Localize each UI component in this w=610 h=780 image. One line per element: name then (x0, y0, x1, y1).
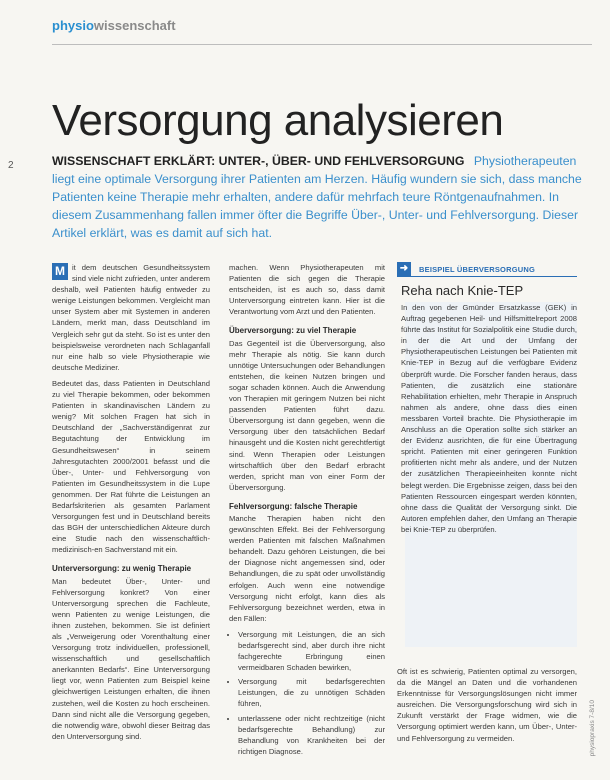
example-box (397, 262, 577, 652)
column-1-paragraph-3: Man bedeutet Über-, Unter- und Fehlversorgung konkret? Von einer Unterversorgung sprechen die Fachleute, wenn Patienten zu wenige Leistungen, die ihnen zustehen, bekommen. Sie ist definiert als „Verweigerung oder Vorenthaltung einer Versorgung trotz individuellen, professionell, wissenschaftlich und gesellschaftlich anerkannten Bedarfs“. Eine Unterversorgung liegt vor, wenn Patienten zum Beispiel keine gleichwertigen Leistungen erhalten, die ihnen zustehen, weil die Kosten zu hoch erscheinen. Dann sind nicht alle die Versorgung gegeben, die notwendig wäre, obwohl dieser Beitrag das den Unterversorgung sind. (52, 576, 210, 741)
col1-p1-text: it dem deutschen Gesundheitssystem sind viele nicht zufrieden, unter anderem deshalb, weil Patienten häufig entweder zu wenige Leistungen bekommen. Vergleicht man unser System aber mit Systemen in anderen Ländern, merkt man, dass Deutschland im Vergleich sehr gut da steht. So ist es unter den beispielsweise verordneten nach Schlaganfall nur eine halb so viele Physiotherapie wie deutsche Mediziner. (52, 263, 210, 372)
section-label-prefix: physio (52, 18, 94, 33)
dropcap: M (52, 263, 68, 280)
box-kicker: BEISPIEL ÜBERVERSORGUNG (419, 264, 536, 274)
article-title: Versorgung analysieren (52, 96, 504, 145)
page-marker: 2 (8, 160, 14, 171)
subheading-fehlversorgung: Fehlversorgung: falsche Therapie (229, 501, 358, 511)
box-header (397, 262, 577, 277)
column-2-paragraph-2: Das Gegenteil ist die Überversorgung, also mehr Therapie als nötig. Sie kann durch unnötige Untersuchungen oder Behandlungen entstehen, die keinen Nutzen bringen und sogar schaden können. Auch die Anwendung von Therapien mit geringem Nutzen bei nicht passenden Patienten führt dazu. Überversorgung ist dann gegeben, wenn die Versorgung über den tatsächlichen Bedarf hinausgeht und die Kosten nicht gerechtfertigt sind. Wenn Therapien oder Leistungen wirtschaftlich über den Bedarf erbracht werden, spricht man von einer Form der Überversorgung. (229, 338, 385, 492)
column-3-paragraph-1: Oft ist es schwierig, Patienten optimal zu versorgen, da die Mängel an Daten und die vorhandenen Erkenntnisse für Versorgungslösungen nicht immer ausreichen. Die Versorgungsforschung wird sich in Zukunft verstärkt der Frage widmen, wie die Versorgung optimiert werden kann, um Über-, Unter- und Fehlversorgung zu vermeiden. (397, 667, 577, 743)
column-1-paragraph-2: Bedeutet das, dass Patienten in Deutschland zu viel Therapie bekommen, oder bekommen Patienten in skandinavischen Ländern zu wenig? Mit solchen Fragen hat sich in Deutschland der „Sachverständigenrat zur Begutachtung der Entwicklung im Gesundheitswesen“ in seinem Jahresgutachten 2000/2001 befasst und die Über-, Unter- und Fehlversorgung von Patienten im Gesundheitssystem in die Lupe genommen. Der Rat führte die Leistungen an Bedarfskriterien als gesamten Parlament Versorgungen fest und in Deutschland bereits das BGH der unterschiedlichen Akteure durch eine Studie nach den wissenschaftlich-medizinisch-en Sachverstand mit ein. (52, 378, 210, 555)
column-1 (52, 262, 210, 747)
header-rule (52, 44, 592, 45)
column-1-paragraph-1 (52, 262, 210, 373)
section-label-suffix: wissenschaft (93, 18, 176, 33)
list-item: • unterlassene oder nicht rechtzeitige (nicht bedarfsgerechte Behandlung) zur Behandlung von Krankheiten bei der richtigen Diagnose. (238, 713, 385, 757)
lead-text: Physiotherapeuten liegt eine optimale Versorgung ihrer Patienten am Herzen. Häufig wundern sie sich, dass manche Patienten keine Therapie mehr erhalten, andere dafür mehrfach teure Röntgenaufnahmen. In diesem Zusammenhang fallen immer öfter die Begriffe Über-, Unter- und Fehlversorgung. Dieser Artikel erklärt, was es damit auf sich hat. (52, 154, 582, 240)
column-2-paragraph-3: Manche Therapien haben nicht den gewünschten Effekt. Bei der Fehlversorgung werden Patienten mit falschen Maßnahmen behandelt. Dazu gehören Leistungen, die bei der Diagnose nicht angemessen sind, oder Behandlungen, die zu spät oder unvollständig erfolgen. Auch wenn eine notwendige Versorgung nicht erfolgt, kann dies als Fehlversorgung bezeichnet werden, etwa in den Fällen: (229, 513, 385, 623)
subheading-ueberversorgung: Überversorgung: zu viel Therapie (229, 326, 357, 336)
side-label: physiopraxis 7-8/10 (589, 700, 596, 757)
column-3-continuation (397, 666, 577, 749)
list-item: • Versorgung mit bedarfsgerechten Leistungen, die zu unnötigen Schäden führen, (238, 676, 385, 709)
column-2-paragraph-1: machen. Wenn Physiotherapeuten mit Patienten die sich gegen die Therapie entscheiden, ist es auch so, dass damit Unterversorgung eintreten kann. Hier ist die Verantwortung vom Arzt und den Patienten. (229, 263, 385, 317)
box-body: In den von der Gmünder Ersatzkasse (GEK) in Auftrag gegebenen Heil- und Hilfsmittelreport 2008 führte das Institut für Sozialpolitik eine Studie durch, in der die Art und der Umfang der Physiotherapeutischen Leistungen bei Patienten mit Knie-TEP in Bezug auf die verfügbare Evidenz überprüft wurde. Die Forscher fanden heraus, dass Patienten, die zusätzlich eine stationäre Rehabilitation erhielten, mehr Therapie in Anspruch nahmen als andere, ohne dass dies einen messbaren Vorteil brachte. Die Physiotherapie im Anschluss an die Operation sollte sich stärker an der Evidenz ausrichten, die für eine Übertragung spricht. Patienten mit einer geringeren Funktion profitierten nicht mehr als andere, und der Nutzen der zusätzlichen Therapieeinheiten konnte nicht belegt werden. Die Ergebnisse zeigen, dass bei den Patienten Ressourcen eingespart werden könnten, ohne dass die Qualität der Versorgung sinkt. Die Autoren empfehlen daher, den Umfang an Therapie bei Knie-TEP zu überprüfen. (401, 303, 577, 534)
section-label (52, 18, 176, 33)
lead-kicker: WISSENSCHAFT ERKLÄRT: UNTER-, ÜBER- UND FEHLVERSORGUNG (52, 154, 465, 168)
arrow-right-icon: ➜ (397, 262, 411, 276)
subheading-unterversorgung: Unterversorgung: zu wenig Therapie (52, 564, 192, 574)
fehlversorgung-list (229, 629, 385, 757)
column-2 (229, 262, 385, 760)
list-item: • Versorgung mit Leistungen, die an sich bedarfsgerecht sind, aber durch ihre nicht fachgerechte Erbringung einen vermeidbaren Schaden bewirken, (238, 629, 385, 673)
box-title: Reha nach Knie-TEP (401, 283, 524, 298)
lead-paragraph (52, 152, 592, 242)
